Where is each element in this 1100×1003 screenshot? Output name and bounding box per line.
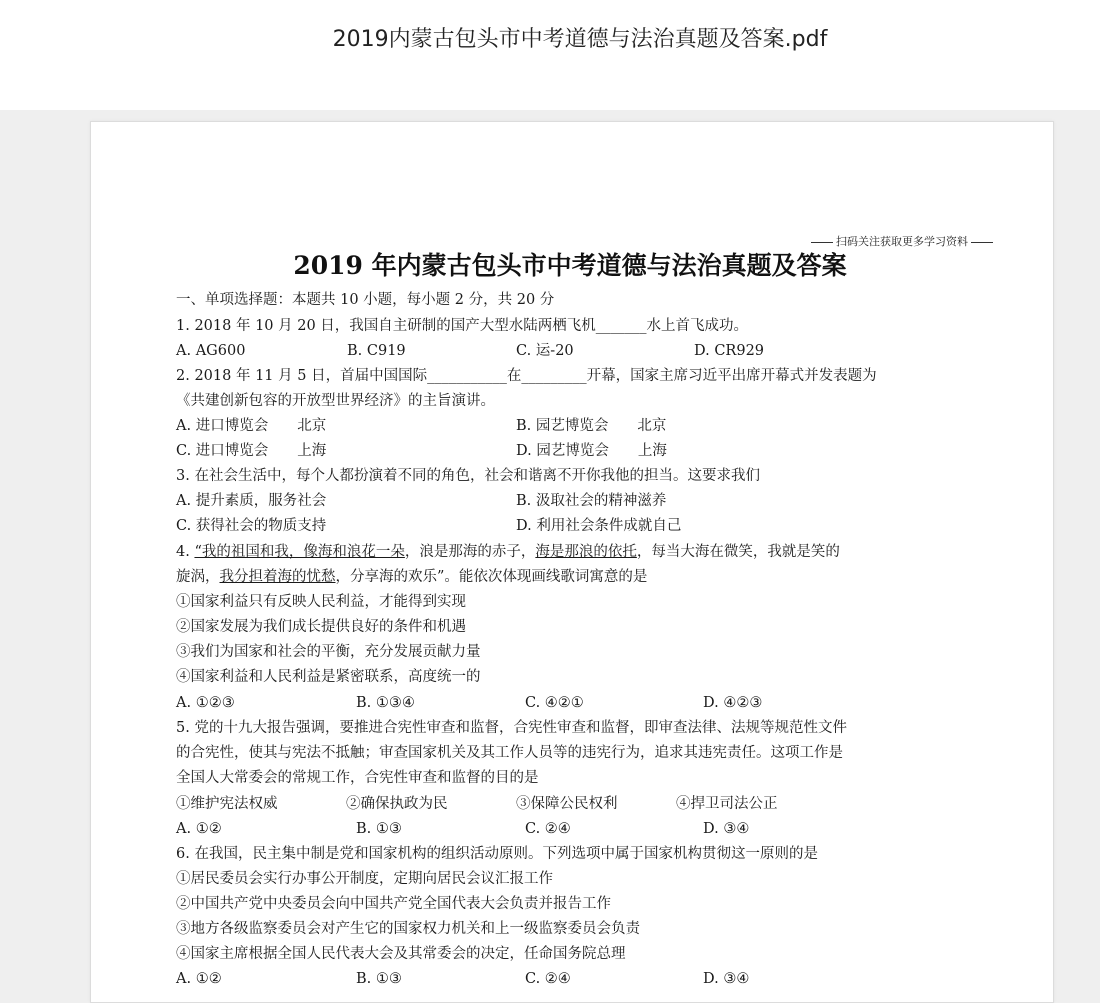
question-4-stem-line1 bbox=[176, 542, 840, 562]
question-6-item: ④国家主席根据全国人民代表大会及其常委会的决定，任命国务院总理 bbox=[176, 946, 626, 962]
option: A. ①②③ bbox=[176, 695, 235, 711]
option: C. 获得社会的物质支持 bbox=[176, 518, 327, 534]
option: B. ①③④ bbox=[356, 695, 415, 711]
option: C. 运-20 bbox=[516, 343, 574, 359]
q4-underlined-lyric-2: 海是那浪的依托 bbox=[535, 544, 637, 560]
banner-right-rule bbox=[971, 242, 993, 243]
question-4-item: ①国家利益只有反映人民利益，才能得到实现 bbox=[176, 594, 466, 610]
question-4-item: ④国家利益和人民利益是紧密联系，高度统一的 bbox=[176, 669, 481, 685]
option: C. 进口博览会 上海 bbox=[176, 443, 327, 459]
question-4-item: ②国家发展为我们成长提供良好的条件和机遇 bbox=[176, 619, 466, 635]
option: D. ③④ bbox=[703, 971, 750, 987]
question-1-stem: 1. 2018 年 10 月 20 日，我国自主研制的国产大型水陆两栖飞机_______水上首飞成功。 bbox=[176, 318, 749, 334]
question-6-options bbox=[176, 969, 976, 989]
option: A. ①② bbox=[176, 821, 222, 837]
banner-text: 扫码关注获取更多学习资料 bbox=[836, 235, 968, 248]
option: D. ③④ bbox=[703, 821, 750, 837]
option: C. ②④ bbox=[525, 821, 571, 837]
option: A. 提升素质，服务社会 bbox=[176, 493, 327, 509]
item: ③保障公民权利 bbox=[516, 796, 618, 812]
question-1-options bbox=[176, 341, 976, 361]
option: B. ①③ bbox=[356, 821, 402, 837]
question-3-options bbox=[176, 491, 976, 511]
item: ②确保执政为民 bbox=[346, 796, 448, 812]
question-2-options bbox=[176, 416, 976, 436]
option: A. 进口博览会 北京 bbox=[176, 418, 327, 434]
q4-text: ，每当大海在微笑，我就是笑的 bbox=[636, 544, 840, 560]
q4-underlined-lyric-1: “我的祖国和我，像海和浪花一朵 bbox=[194, 544, 405, 560]
question-2-stem-line1: 2. 2018 年 11 月 5 日，首届中国国际___________在_________开幕，国家主席习近平出席开幕式并发表题为 bbox=[176, 368, 877, 384]
question-2-stem-line2: 《共建创新包容的开放型世界经济》的主旨演讲。 bbox=[176, 393, 495, 409]
option: A. AG600 bbox=[176, 343, 246, 359]
q4-text: ，分享海的欢乐”。能依次体现画线歌词寓意的是 bbox=[335, 569, 648, 585]
question-5-stem-line3: 全国人大常委会的常规工作，合宪性审查和监督的目的是 bbox=[176, 770, 539, 786]
option: A. ①② bbox=[176, 971, 222, 987]
option: B. 园艺博览会 北京 bbox=[516, 418, 667, 434]
option: B. ①③ bbox=[356, 971, 402, 987]
question-4-stem-line2 bbox=[176, 567, 647, 587]
question-5-stem-line2: 的合宪性，使其与宪法不抵触；审查国家机关及其工作人员等的违宪行为，追求其违宪责任。这项工作是 bbox=[176, 745, 843, 761]
question-5-stem-line1: 5. 党的十九大报告强调，要推进合宪性审查和监督，合宪性审查和监督，即审查法律、法规等规范性文件 bbox=[176, 720, 847, 736]
q4-prefix: 4. bbox=[176, 544, 195, 560]
banner-left-rule bbox=[811, 242, 833, 243]
question-6-item: ①居民委员会实行办事公开制度，定期向居民会议汇报工作 bbox=[176, 871, 553, 887]
question-5-items bbox=[176, 794, 976, 814]
option: C. ④②① bbox=[525, 695, 584, 711]
q4-underlined-lyric-3: 我分担着海的忧愁 bbox=[219, 569, 336, 585]
q4-text: ，浪是那海的赤子， bbox=[404, 544, 536, 560]
document-title: 2019 年内蒙古包头市中考道德与法治真题及答案 bbox=[293, 251, 847, 280]
option: D. 园艺博览会 上海 bbox=[516, 443, 667, 459]
question-3-stem: 3. 在社会生活中，每个人都扮演着不同的角色，社会和谐离不开你我他的担当。这要求我们 bbox=[176, 468, 760, 484]
q4-text: 旋涡， bbox=[176, 569, 220, 585]
question-4-item: ③我们为国家和社会的平衡，充分发展贡献力量 bbox=[176, 644, 481, 660]
item: ①维护宪法权威 bbox=[176, 796, 278, 812]
option: D. CR929 bbox=[694, 343, 765, 359]
item: ④捍卫司法公正 bbox=[676, 796, 778, 812]
question-5-options bbox=[176, 819, 976, 839]
question-6-stem: 6. 在我国，民主集中制是党和国家机构的组织活动原则。下列选项中属于国家机构贯彻这一原则的是 bbox=[176, 846, 818, 862]
file-title: 2019内蒙古包头市中考道德与法治真题及答案.pdf bbox=[332, 27, 828, 52]
option: D. ④②③ bbox=[703, 695, 763, 711]
question-6-item: ②中国共产党中央委员会向中国共产党全国代表大会负责并报告工作 bbox=[176, 896, 611, 912]
question-4-options bbox=[176, 693, 976, 713]
viewer-header bbox=[0, 0, 1100, 110]
option: C. ②④ bbox=[525, 971, 571, 987]
question-2-options-row2 bbox=[176, 441, 976, 461]
option: B. C919 bbox=[347, 343, 406, 359]
option: B. 汲取社会的精神滋养 bbox=[516, 493, 667, 509]
question-3-options-row2 bbox=[176, 516, 976, 536]
section-heading: 一、单项选择题：本题共 10 小题，每小题 2 分，共 20 分 bbox=[176, 292, 555, 308]
question-6-item: ③地方各级监察委员会对产生它的国家权力机关和上一级监察委员会负责 bbox=[176, 921, 640, 937]
option: D. 利用社会条件成就自己 bbox=[516, 518, 682, 534]
